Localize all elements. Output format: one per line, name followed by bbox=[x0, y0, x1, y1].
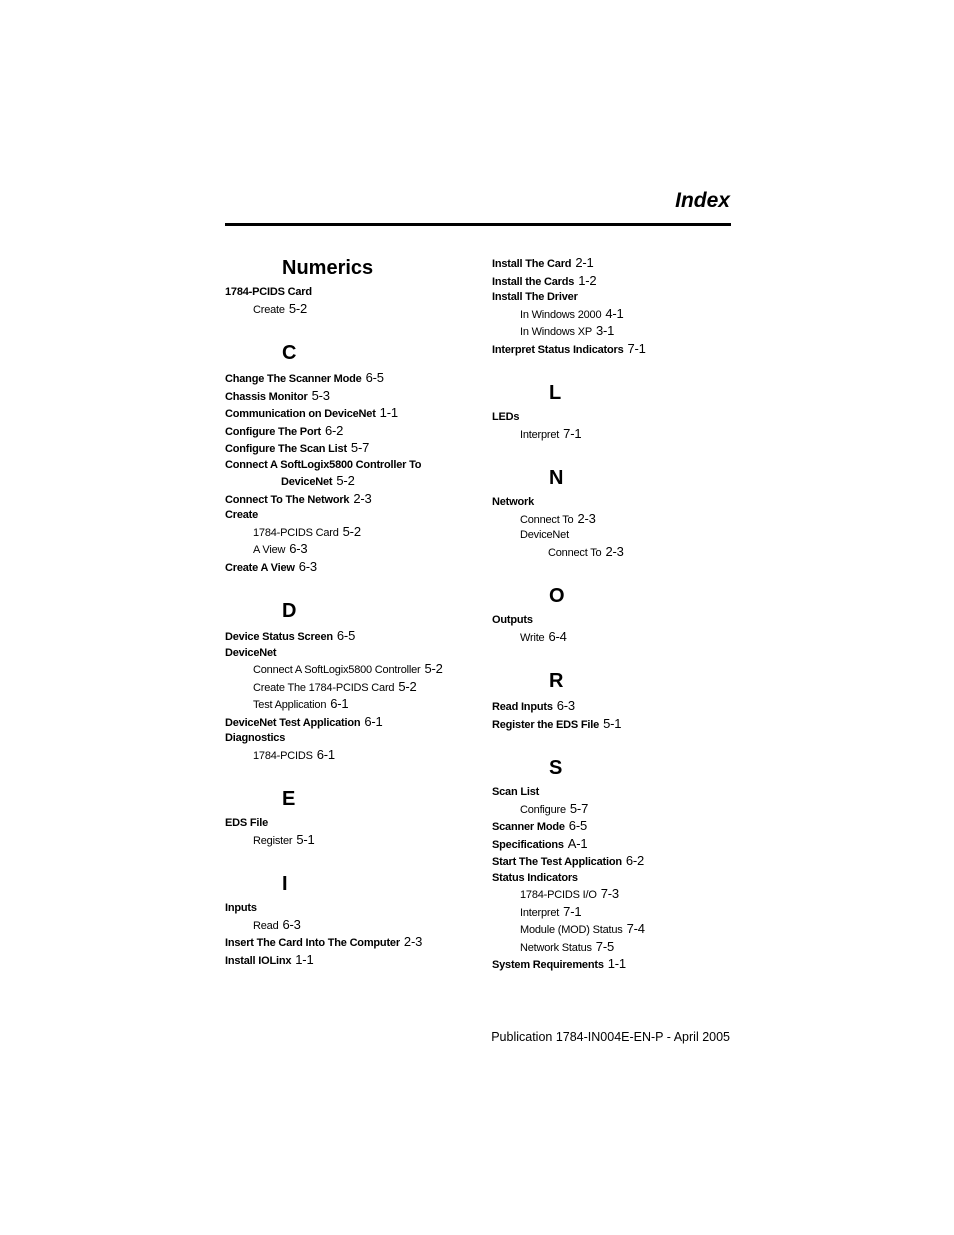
index-subentry: Read 6-3 bbox=[253, 916, 301, 932]
page-ref: 5-2 bbox=[342, 523, 361, 539]
index-subentry: Write 6-4 bbox=[520, 628, 567, 644]
index-entry: 1784-PCIDS Card bbox=[225, 286, 312, 298]
index-subentry: 1784-PCIDS Card 5-2 bbox=[253, 523, 361, 539]
index-subentry: Configure 5-7 bbox=[520, 800, 589, 816]
index-subsubentry: Connect To 2-3 bbox=[548, 543, 624, 559]
index-subentry: In Windows 2000 4-1 bbox=[520, 305, 624, 321]
page-ref: 5-1 bbox=[603, 715, 622, 731]
index-entry: EDS File bbox=[225, 817, 269, 829]
index-entry: Create A View 6-3 bbox=[225, 558, 317, 574]
section-heading: R bbox=[549, 670, 564, 692]
index-subentry: 1784-PCIDS I/O 7-3 bbox=[520, 886, 619, 901]
page-ref: 5-3 bbox=[311, 387, 330, 403]
index-subentry: Create The 1784-PCIDS Card 5-2 bbox=[253, 678, 417, 694]
index-entry: Outputs bbox=[492, 614, 533, 626]
index-left-column bbox=[225, 255, 475, 991]
index-right-column bbox=[492, 255, 732, 996]
index-subentry: DeviceNet bbox=[520, 529, 569, 541]
index-subentry: Interpret 7-1 bbox=[520, 425, 582, 441]
page-ref: 5-1 bbox=[296, 831, 315, 847]
page-ref: 2-3 bbox=[577, 510, 596, 526]
page-ref: 5-7 bbox=[569, 800, 589, 816]
page-ref: 1-1 bbox=[379, 405, 398, 420]
page-ref: 6-1 bbox=[330, 696, 349, 711]
section-i bbox=[225, 871, 475, 969]
index-entry: Device Status Screen 6-5 bbox=[225, 628, 356, 643]
section-c bbox=[225, 340, 475, 576]
index-entry: DeviceNet bbox=[225, 646, 277, 659]
index-subentry: 1784-PCIDS 6-1 bbox=[253, 746, 335, 762]
section-heading: C bbox=[282, 342, 297, 364]
publication-footer: Publication 1784-IN004E-EN-P - April 2005 bbox=[491, 1030, 730, 1044]
page-ref: 6-2 bbox=[325, 422, 344, 438]
section-i-continued bbox=[492, 255, 732, 358]
page-ref: 1-2 bbox=[578, 272, 597, 288]
index-entry-continuation: DeviceNet 5-2 bbox=[281, 473, 355, 488]
page-ref: 2-3 bbox=[353, 490, 372, 506]
index-entry: Install the Cards 1-2 bbox=[492, 272, 597, 288]
index-subentry: Network Status 7-5 bbox=[520, 938, 614, 954]
index-entry: DeviceNet Test Application 6-1 bbox=[225, 713, 383, 729]
page-ref: 7-1 bbox=[563, 903, 582, 919]
section-numerics bbox=[225, 255, 475, 318]
header-rule bbox=[225, 223, 731, 226]
index-entry: Install The Card 2-1 bbox=[492, 255, 594, 270]
index-entry: LEDs bbox=[492, 411, 520, 423]
index-subentry: Connect To 2-3 bbox=[520, 510, 596, 526]
page-ref: 5-2 bbox=[424, 661, 443, 676]
index-entry: Configure The Scan List 5-7 bbox=[225, 440, 370, 455]
index-subentry: Create 5-2 bbox=[253, 300, 308, 316]
page-ref: 2-3 bbox=[403, 934, 423, 949]
index-entry: Communication on DeviceNet 1-1 bbox=[225, 405, 398, 420]
page-ref: 5-2 bbox=[336, 473, 355, 488]
index-entry: Read Inputs 6-3 bbox=[492, 698, 575, 713]
page-ref: 2-1 bbox=[575, 255, 594, 270]
index-entry: Scan List bbox=[492, 786, 540, 798]
section-l bbox=[492, 380, 732, 443]
page-ref: 7-4 bbox=[626, 921, 645, 936]
page-ref: 6-4 bbox=[548, 628, 567, 644]
section-heading: E bbox=[282, 788, 296, 810]
section-r bbox=[492, 668, 732, 733]
page-ref: 7-1 bbox=[563, 425, 582, 441]
page-title: Index bbox=[675, 189, 730, 212]
section-o bbox=[492, 583, 732, 646]
index-subentry: In Windows XP 3-1 bbox=[520, 323, 615, 338]
index-entry: Install IOLinx 1-1 bbox=[225, 951, 314, 967]
page-ref: 6-5 bbox=[336, 628, 356, 643]
index-entry: Connect A SoftLogix5800 Controller To bbox=[225, 458, 422, 471]
index-entry: Insert The Card Into The Computer 2-3 bbox=[225, 934, 423, 949]
page-ref: 1-1 bbox=[295, 951, 314, 967]
page-ref: 6-3 bbox=[298, 558, 317, 574]
page-ref: 1-1 bbox=[607, 956, 626, 971]
index-entry: Inputs bbox=[225, 902, 257, 914]
section-heading: N bbox=[549, 467, 564, 489]
index-entry: Chassis Monitor 5-3 bbox=[225, 387, 330, 403]
section-heading: D bbox=[282, 600, 297, 622]
index-entry: Diagnostics bbox=[225, 732, 286, 744]
section-heading: L bbox=[549, 382, 562, 404]
page-ref: A-1 bbox=[567, 835, 588, 851]
index-subentry: Connect A SoftLogix5800 Controller 5-2 bbox=[253, 661, 443, 676]
page-ref: 3-1 bbox=[595, 323, 615, 338]
index-subentry: Register 5-1 bbox=[253, 831, 315, 847]
page-ref: 6-3 bbox=[289, 541, 308, 556]
page-ref: 6-1 bbox=[316, 746, 335, 762]
page-ref: 6-3 bbox=[282, 916, 301, 932]
section-s bbox=[492, 755, 732, 974]
index-entry: Connect To The Network 2-3 bbox=[225, 490, 372, 506]
index-entry: Interpret Status Indicators 7-1 bbox=[492, 340, 646, 356]
section-heading: I bbox=[282, 873, 288, 895]
section-heading: Numerics bbox=[282, 257, 374, 279]
section-e bbox=[225, 786, 475, 849]
section-heading: S bbox=[549, 757, 563, 779]
index-entry: Create bbox=[225, 509, 259, 521]
index-entry: Start The Test Application 6-2 bbox=[492, 853, 645, 868]
index-entry: Configure The Port 6-2 bbox=[225, 422, 344, 438]
page-ref: 2-3 bbox=[605, 543, 624, 559]
page-ref: 7-1 bbox=[627, 340, 646, 356]
page-ref: 7-3 bbox=[600, 886, 619, 901]
index-subentry: Test Application 6-1 bbox=[253, 696, 349, 711]
page-ref: 4-1 bbox=[605, 305, 624, 321]
page-ref: 5-2 bbox=[288, 300, 308, 316]
index-entry: Network bbox=[492, 496, 534, 508]
page-ref: 5-2 bbox=[398, 678, 417, 694]
page-ref: 6-1 bbox=[364, 713, 383, 729]
page-ref: 7-5 bbox=[595, 938, 614, 954]
section-n bbox=[492, 465, 732, 561]
index-entry: Change The Scanner Mode 6-5 bbox=[225, 370, 384, 385]
section-d bbox=[225, 598, 475, 764]
index-entry: Scanner Mode 6-5 bbox=[492, 818, 587, 833]
page-ref: 6-5 bbox=[568, 818, 587, 833]
index-subentry: Module (MOD) Status 7-4 bbox=[520, 921, 645, 936]
page-ref: 5-7 bbox=[350, 440, 370, 455]
index-subentry: A View 6-3 bbox=[253, 541, 308, 556]
index-subentry: Interpret 7-1 bbox=[520, 903, 582, 919]
index-entry: Specifications A-1 bbox=[492, 835, 588, 851]
page-ref: 6-5 bbox=[365, 370, 384, 385]
section-heading: O bbox=[549, 585, 565, 607]
index-entry: System Requirements 1-1 bbox=[492, 956, 626, 971]
index-entry: Register the EDS File 5-1 bbox=[492, 715, 622, 731]
index-entry: Status Indicators bbox=[492, 871, 578, 884]
page-ref: 6-3 bbox=[556, 698, 575, 713]
index-entry: Install The Driver bbox=[492, 291, 578, 303]
page-ref: 6-2 bbox=[625, 853, 645, 868]
